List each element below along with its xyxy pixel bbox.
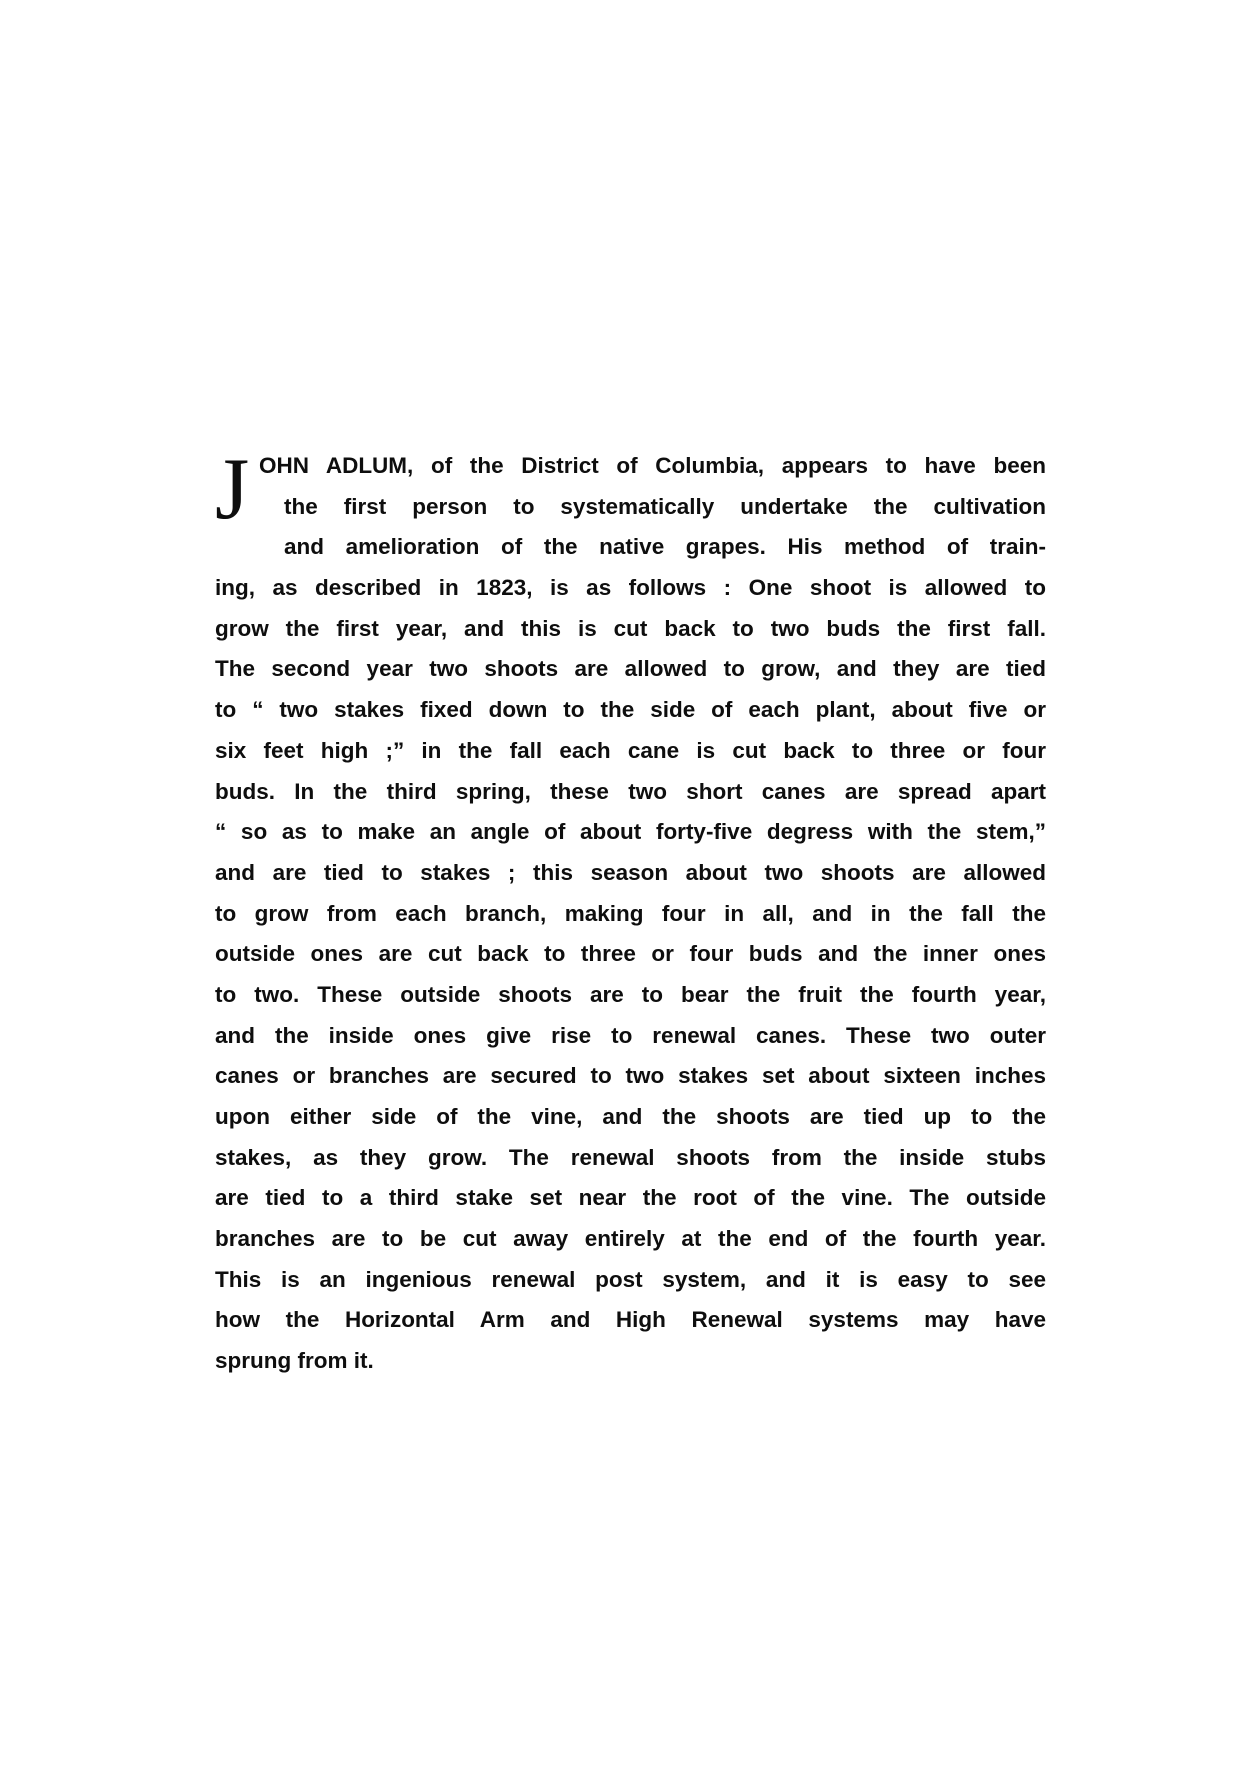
text-line: “ so as to make an angle of about forty-five degress with the stem,” <box>215 819 1046 845</box>
text-line: outside ones are cut back to three or four buds and the inner ones <box>215 941 1046 967</box>
text-line: ing, as described in 1823, is as follows : One shoot is allowed to <box>215 575 1046 601</box>
text-line: to two. These outside shoots are to bear the fruit the fourth year, <box>215 981 1046 1007</box>
text-line: and the inside ones give rise to renewal canes. These two outer <box>215 1022 1046 1048</box>
text-line: to “ two stakes fixed down to the side of each plant, about five or <box>215 697 1046 723</box>
text-line: upon either side of the vine, and the shoots are tied up to the <box>215 1104 1046 1129</box>
text-line: stakes, as they grow. The renewal shoots from the inside stubs <box>215 1144 1046 1170</box>
text-line: and amelioration of the native grapes. His method of train- <box>284 534 1046 560</box>
text-line: the first person to systematically undertake the cultivation <box>284 493 1046 519</box>
drop-cap-letter: J <box>215 441 250 538</box>
text-line: sprung from it. <box>215 1348 374 1374</box>
text-line: how the Horizontal Arm and High Renewal systems may have <box>215 1307 1046 1333</box>
text-line: six feet high ;” in the fall each cane is cut back to three or four <box>215 737 1046 763</box>
text-line: are tied to a third stake set near the root of the vine. The outside <box>215 1185 1046 1211</box>
text-line: canes or branches are secured to two stakes set about sixteen inches <box>215 1063 1046 1089</box>
text-line: The second year two shoots are allowed to grow, and they are tied <box>215 656 1046 682</box>
text-line: OHN ADLUM, of the District of Columbia, appears to have been <box>259 453 1046 478</box>
text-line: to grow from each branch, making four in all, and in the fall the <box>215 900 1046 926</box>
text-line: This is an ingenious renewal post system, and it is easy to see <box>215 1266 1046 1292</box>
text-line: branches are to be cut away entirely at the end of the fourth year. <box>215 1226 1046 1252</box>
text-line: buds. In the third spring, these two short canes are spread apart <box>215 778 1046 804</box>
text-line: grow the first year, and this is cut back to two buds the first fall. <box>215 615 1046 641</box>
text-line: and are tied to stakes ; this season about two shoots are allowed <box>215 859 1046 885</box>
passage-text <box>215 441 1046 1382</box>
